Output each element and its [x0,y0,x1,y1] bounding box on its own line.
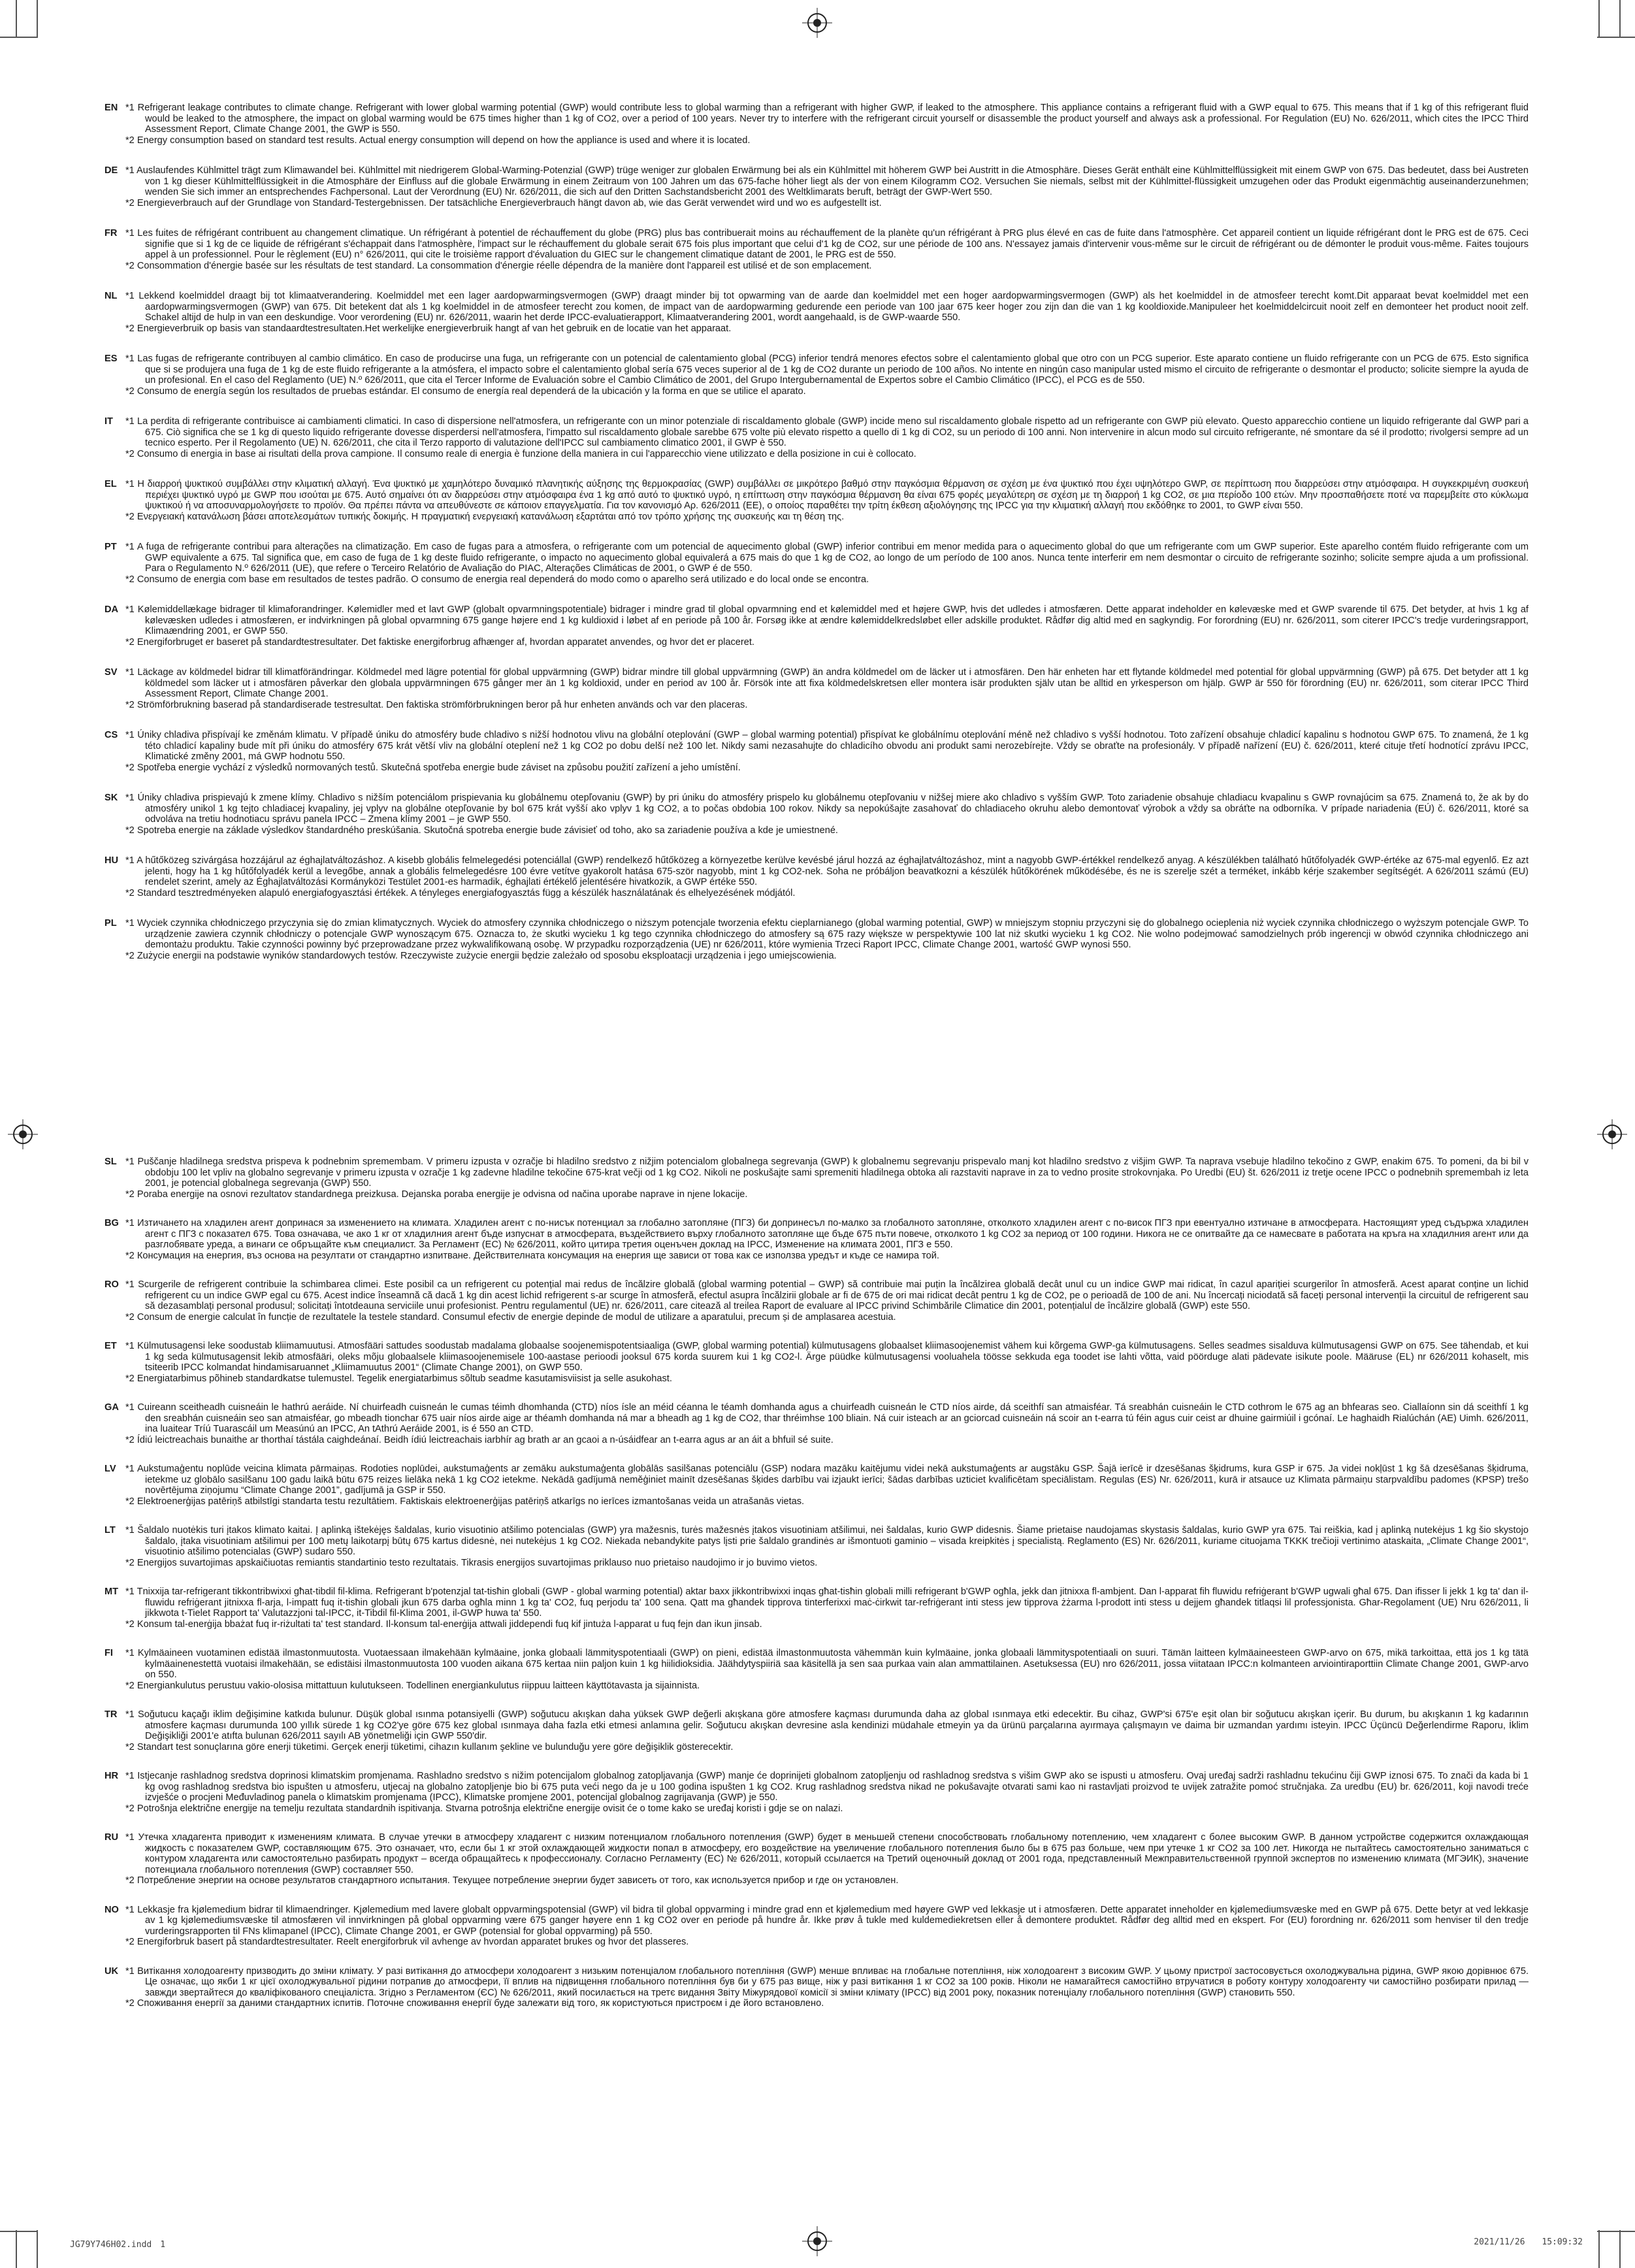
energy-note: *2 Spotreba energie na základe výsledkov štandardného preskúšania. Skutočná spotreba energie bude závisieť od toho, ako sa zariadenie používa a kde je umiestnené. [125,825,838,836]
language-notes [125,918,1529,961]
language-block [105,1341,1529,1384]
refrigerant-note: *1 Wyciek czynnika chłodniczego przyczynia się do zmian klimatycznych. Wyciek do atmosfery czynnika chłodniczego o niższym potencjale tworzenia efektu cieplarnianego (global warming potential, GWP) w mniejszym stopniu przyczyni się do globalnego ocieplenia niż wyciek czynnika chłodniczego o wyższym potencjale GWP. To urządzenie zawiera czynnik chłodniczy o potencjale GWP wynoszącym 675. Oznacza to, że skutki wycieku 1 kg tego czynnika chłodniczego do atmosfery są 675 razy większe w perspektywie 100 lat niż skutki wycieku 1 kg CO2. Nie wolno podejmować samodzielnych prób ingerencji w obwód czynnika chłodniczego ani demontażu produktu. Takie czynności powinny być przeprowadzane przez wykwalifikowaną osobę. W przypadku rozporządzenia (UE) nr 626/2011, które wymienia Trzeci Raport IPCC, Climate Change 2001, wartość GWP wynosi 550. [125,918,1529,950]
energy-note: *2 Energiankulutus perustuu vakio-olosisa mittattuun kulutukseen. Todellinen energiankulutus riippuu laitteen käyttötavasta ja sijainnista. [125,1680,700,1691]
crop-mark [1598,2230,1600,2268]
energy-note: *2 Ídiú leictreachais bunaithe ar thorthaí tástála caighdeánaí. Beidh ídiú leictreachais iarbhír ag brath ar an gcaoi a n-úsáidfear an t-earra agus ar an áit a bhfuil sé suite. [125,1434,834,1445]
crop-mark [1619,0,1621,38]
language-block [105,291,1529,334]
registration-mark-bottom [807,2231,827,2251]
language-notes [125,1402,1529,1445]
language-notes [125,730,1529,773]
language-notes [125,103,1529,146]
refrigerant-note: *1 A hűtőközeg szivárgása hozzájárul az éghajlatváltozáshoz. A kisebb globális felmelegedési potenciállal (GWP) rendelkező hűtőközeg a környezetbe kerülve kevésbé járul hozzá az éghajlatváltozáshoz, mint a nagyobb GWP-értékkel rendelkező anyag. A készülékben található hűtőfolyadék GWP-értéke az 675-mal egyenlő. Ez azt jelenti, hogy ha 1 kg hűtőfolyadék kerül a levegőbe, annak a globális felmelegedésre 100 évre vetítve gyakorolt hatása 675-ször nagyobb, mint 1 kg CO2-nek. Soha ne próbáljon beavatkozni a készülék hűtőkörének működésébe, és ne is szerelje szét a terméket, inkább kérje szakember segítségét. A 626/2011 számú (EU) rendelet szerint, amely az Éghajlatváltozási Kormányközi Testület 2001-es harmadik, éghajlati értékelő jelentésére hivatkozik, a GWP értéke 550. [125,855,1529,887]
language-code: DA [105,604,119,615]
language-block [105,1648,1529,1691]
language-code: LV [105,1464,116,1474]
language-notes [125,793,1529,836]
energy-note: *2 Consumo de energía según los resultados de pruebas estándar. El consumo de energía real dependerá de la ubicación y la forma en que se utilice el aparato. [125,386,806,397]
language-notes [125,1832,1529,1886]
energy-note: *2 Poraba energije na osnovi rezultatov standardnega preizkusa. Dejanska poraba energije je odvisna od načina uporabe naprave in njene lokacije. [125,1189,748,1200]
crop-mark [37,0,38,38]
language-block [105,1832,1529,1886]
language-notes [125,1709,1529,1752]
language-block [105,793,1529,836]
crop-mark [0,2231,38,2232]
language-block [105,542,1529,585]
refrigerant-note: *1 Soğutucu kaçağı iklim değişimine katkıda bulunur. Düşük global ısınma potansiyelli (GWP) soğutucu akışkan daha yüksek GWP değerli akışkana göre atmosfere kaçması durumunda daha az global ısınmaya etki edecektir. Bu cihaz, GWP'si 675'e eşit olan bir soğutucu akışkan içerir. Bu durum, bu akışkanın 1 kg kadarının atmosfere kaçması durumunda 100 yıllık sürede 1 kg CO2'ye göre 675 kez global ısınmaya daha fazla etki etmesi anlamına gelir. Soğutucu akışkan devresine asla kendinizi müdahale etmeyin ya da ürünü parçalarına ayırmaya çalışmayın ve daima bir uzmandan yardımı isteyin. IPCC Üçüncü Değerlendirme Raporu, İklim Değişikliği 2001'e atıfta bulunan 626/2011 sayılı AB yönetmeliği için GWP 550'dir. [125,1709,1529,1741]
language-block [105,667,1529,710]
refrigerant-note: *1 Утечка хладагента приводит к изменениям климата. В случае утечки в атмосферу хладагент с низким потенциалом глобального потепления (GWP) будет в меньшей степени способствовать глобальному потеплению, чем хладагент с более высоким GWP. В данном устройстве содержится охлаждающая жидкость с показателем GWP, составляющим 675. Это означает, что, если бы 1 кг этой охлаждающей жидкости попал в атмосферу, его воздействие на увеличение глобального потепления было бы в 675 раз больше, чем при утечке 1 кг CO2 за 100 лет. Никогда не пытайтесь самостоятельно заниматься с контуром хладагента или самостоятельно разбирать продукт – всегда обращайтесь к профессионалу. Согласно Регламенту (ЕС) № 626/2011, который ссылается на Третий оценочный доклад от 2001 года, представленный Межправительственной группой экспертов по изменению климата (МГЭИК), значение потенциала глобального потепления (GWP) составляет 550. [125,1832,1529,1875]
energy-note: *2 Strömförbrukning baserad på standardiserade testresultat. Den faktiska strömförbrukningen beror på hur enheten används och var den placeras. [125,699,748,710]
energy-note: *2 Potrošnja električne energije na temelju rezultata standardnih ispitivanja. Stvarna potrošnja električne energije ovisit će o tome kako se uređaj koristi i gdje se on nalazi. [125,1803,843,1814]
refrigerant-note: *1 Витікання холодоагенту призводить до зміни клімату. У разі витікання до атмосфери холодоагент з низьким потенціалом глобального потепління (GWP) менше впливає на глобальне потепління, ніж холодоагент з високим GWP. У цьому пристрої застосовується охолоджувальна рідина, GWP якою дорівнює 675. Це означає, що якби 1 кг цієї охолоджувальної рідини потрапив до атмосфери, її вплив на підвищення глобального потепління був би у 675 раз вище, ніж у разі витікання 1 кг CO2 за 100 років. Ніколи не намагайтеся самостійно втручатися в роботу контуру холодоагенту чи самостійно розбирати прилад — завжди звертайтеся до кваліфікованого спеціаліста. Згідно з Регламентом (ЄС) № 626/2011, який посилається на третє видання Звіту Міжурядової комісії зі зміни клімату (IPCC) від 2001 року, показник потенціалу глобального потепління (GWP) становить 550. [125,1965,1529,1998]
language-code: SV [105,667,118,678]
energy-note: *2 Energijos suvartojimas apskaičiuotas remiantis standartinio testo rezultatais. Tikrasis energijos suvartojimas priklauso nuo prietaiso naudojimo ir jo buvimo vietos. [125,1557,818,1568]
language-block [105,1771,1529,1814]
energy-note: *2 Energieverbruik op basis van standaardtestresultaten.Het werkelijke energieverbruik hangt af van het gebruik en de locatie van het apparaat. [125,323,732,334]
language-notes [125,1464,1529,1507]
language-block [105,1966,1529,2009]
language-notes [125,1157,1529,1200]
refrigerant-note: *1 Lekkend koelmiddel draagt bij tot klimaatverandering. Koelmiddel met een lager aardopwarmingsvermogen (GWP) draagt minder bij tot opwarming van de aarde dan koelmiddel met een hoger aardopwarmingsvermogen (GWP) als het koelmiddel in de atmosfeer terecht komt.Dit apparaat bevat koelmiddel met een aardopwarmingsvermogen (GWP) van 675. Dit betekent dat als 1 kg koelmiddel in de atmosfeer terecht zou komen, de impact van de aardopwarming gedurende een periode van 100 jaar 675 keer hoger zou zijn dan die van 1 kg kooldioxide.Manipuleer het koelmiddelcircuit nooit zelf en demonteer het product nooit zelf. Schakel altijd de hulp in van een deskundige. Voor verordening (EU) nr. 626/2011, waarin het derde IPCC-evaluatierapport, Klimaatverandering 2001, wordt aangehaald, is de GWP-waarde 550. [125,291,1529,323]
notes-bottom-column [105,1157,1529,2028]
language-block [105,416,1529,459]
language-notes [125,353,1529,397]
energy-note: *2 Energiatarbimus põhineb standardkatse tulemustel. Tegelik energiatarbimus sõltub seadme kasutamisviisist ja selle asukohast. [125,1373,672,1384]
language-notes [125,1648,1529,1691]
language-notes [125,1218,1529,1261]
energy-note: *2 Standart test sonuçlarına göre enerji tüketimi. Gerçek enerji tüketimi, cihazın kullanım şekline ve bulunduğu yere göre değişiklik gösterecektir. [125,1741,734,1752]
refrigerant-note: *1 Refrigerant leakage contributes to climate change. Refrigerant with lower global warming potential (GWP) would contribute less to global warming than a refrigerant with higher GWP, if leaked to the atmosphere. This appliance contains a refrigerant fluid with a GWP equal to 675. This means that if 1 kg of this refrigerant fluid would be leaked to the atmosphere, the impact on global warming would be 675 times higher than 1 kg of CO2, over a period of 100 years. Never try to interfere with the refrigerant circuit yourself or disassemble the product yourself and always ask a professional. For Regulation (EU) No. 626/2011, which cites the IPCC Third Assessment Report, Climate Change 2001, the GWP is 550. [125,103,1529,135]
refrigerant-note: *1 Úniky chladiva prispievajú k zmene klímy. Chladivo s nižším potenciálom prispievania ku globálnemu otepľovaniu (GWP) by pri úniku do atmosféry prispelo ku globálnemu otepľovaniu v nižšej miere ako chladivo s vyšším GWP. Toto zariadenie obsahuje chladiacu kvapalinu s GWP rovnajúcim sa 675. Znamená to, že ak by do atmosféry unikol 1 kg tejto chladiacej kvapaliny, jej vplyv na globálne otepľovanie by bol 675 krát vyšší ako vplyv 1 kg CO2, a to počas obdobia 100 rokov. Nikdy sa nepokúšajte zasahovať do chladiaceho okruhu alebo demontovať výrobok a vždy sa obráťte na odborníka. V prípade nariadenia (EÚ) č. 626/2011, ktoré sa odvoláva na tretiu hodnotiacu správu panela IPCC – Zmena klímy 2001 – je GWP 550. [125,793,1529,825]
date-text: 2021/11/26 [1474,2237,1525,2247]
language-code: ET [105,1341,117,1351]
crop-mark [0,37,38,38]
refrigerant-note: *1 Úniky chladiva přispívají ke změnám klimatu. V případě úniku do atmosféry bude chladivo s nižší hodnotou vlivu na globální oteplování (GWP – global warming potential) přispívat ke globálnímu oteplování méně než chladivo s vyšší hodnotou. Toto zařízení obsahuje chladicí kapalinu s hodnotou GWP 675. To znamená, že 1 kg této chladicí kapaliny bude mít při úniku do atmosféry 675 krát větší vliv na globální oteplení než 1 kg CO2 po dobu delší než 100 let. Nikdy sami nezasahujte do chladicího obvodu ani produkt sami nerozebírejte. Vždy se obraťte na profesionály. V případě nařízení (EU) č. 626/2011, které cituje třetí hodnotící zprávu IPCC, Klimatické změny 2001, má GWP hodnotu 550. [125,730,1529,762]
language-code: HR [105,1771,119,1781]
language-code: GA [105,1402,119,1413]
language-notes [125,1771,1529,1814]
language-notes [125,1966,1529,2009]
language-code: FR [105,228,118,238]
language-block [105,165,1529,208]
language-code: TR [105,1709,118,1720]
energy-note: *2 Energiforbruget er baseret på standardtestresultater. Det faktiske energiforbrug afhænger af, hvordan apparatet anvendes, og hvor det er placeret. [125,636,754,648]
energy-note: *2 Consumo di energia in base ai risultati della prova campione. Il consumo reale di energia è funzione della maniera in cui l'apparecchio viene utilizzato e della posizione in cui è collocato. [125,448,916,459]
registration-mark-right [1602,1125,1622,1144]
refrigerant-note: *1 Les fuites de réfrigérant contribuent au changement climatique. Un réfrigérant à potentiel de réchauffement du globe (PRG) plus bas contribuerait moins au réchauffement de la planète qu'un réfrigérant à PRG plus élevé en cas de fuite dans l'atmosphère. Cet appareil contient un liquide réfrigérant dont le PRG est de 675. Ceci signifie que si 1 kg de ce liquide de réfrigérant s'échappait dans l'atmosphère, l'impact sur le réchauffement du globale serait 675 fois plus important que celui d'1 kg de CO2, sur une période de 100 ans. N'essayez jamais d'intervenir vous-même sur le circuit de réfrigérant ou de démonter le produit vous-même. Faites toujours appel à un professionnel. Pour le règlement (EU) n° 626/2011, qui cite le troisième rapport d'évaluation du GIEC sur le changement climatique datant de 2001, le PRG est de 550. [125,228,1529,260]
language-block [105,1709,1529,1752]
language-code: UK [105,1965,119,1977]
refrigerant-note: *1 Kølemiddellækage bidrager til klimaforandringer. Kølemidler med et lavt GWP (globalt opvarmningspotentiale) bidrager i mindre grad til global opvarmning end et kølemiddel med et højere GWP, hvis det udledes i atmosfæren. Dette apparat indeholder en kølevæske med et GWP svarende til 675. Det betyder, at hvis 1 kg af kølevæsken udledes i atmosfæren, er indvirkningen på global opvarmning 675 gange højere end 1 kg kuldioxid i løbet af en periode på 100 år. Forsøg ikke at ændre kølemiddelkredsløbet eller adskille produktet. Rådfør dig altid med en sagkyndig. For forordning (EU) nr. 626/2011, som citerer IPCC's tredje vurderingsrapport, Klimaændring 2001, er GWP 550. [125,604,1529,636]
language-code: MT [105,1586,119,1597]
language-block [105,1464,1529,1507]
language-code: PL [105,918,117,929]
crop-mark [1598,0,1600,38]
language-code: RU [105,1832,119,1843]
language-code: EN [105,103,118,113]
language-notes [125,291,1529,334]
language-block [105,228,1529,271]
crop-mark [16,0,17,38]
language-notes [125,604,1529,648]
refrigerant-note: *1 Auslaufendes Kühlmittel trägt zum Klimawandel bei. Kühlmittel mit niedrigerem Global-Warming-Potenzial (GWP) trüge weniger zur globalen Erwärmung bei als ein Kühlmittel mit höherem GWP bei Austritt in die Atmosphäre. Dieses Gerät enthält eine Kühlmittelflüssigkeit mit einem GWP von 675. Das bedeutet, dass bei Austreten von 1 kg dieser Kühlmittelflüssigkeit in die Atmosphäre der Einfluss auf die globale Erwärmung in einem Zeitraum von 100 Jahren um das 675-fache höher liegt als der von einem Kilogramm CO2. Versuchen Sie niemals, selbst mit der Kühlmittel-flüssigkeit umzugehen oder das Produkt eigenmächtig auseinanderzunehmen; wenden Sie sich immer an entsprechendes Fachpersonal. Laut der Verordnung (EU) Nr. 626/2011, die sich auf den Dritten Sachstandsbericht 2001 des Weltklimarats beruft, beträgt der GWP-Wert 550. [125,165,1529,197]
language-code: DE [105,165,118,176]
language-code: RO [105,1279,119,1290]
language-block [105,604,1529,648]
language-code: HU [105,855,119,866]
language-notes [125,542,1529,585]
language-notes [125,667,1529,710]
crop-mark [1597,37,1635,38]
language-code: FI [105,1648,113,1658]
energy-note: *2 Споживання енергії за даними стандартних іспитів. Поточне споживання енергії буде залежати від того, як користуються пристроєм і де його встановлено. [125,1998,824,2009]
language-code: LT [105,1525,116,1536]
refrigerant-note: *1 Aukstumaģentu noplūde veicina klimata pārmaiņas. Rodoties noplūdei, aukstumaģents ar zemāku aukstumaģenta globālās sasilšanas potenciālu (GSP) nodara mazāku kaitējumu videi nekā aukstumaģents ar augstāku GSP. Šajā ierīcē ir dzesēšanas šķidrums, kura GSP ir 675. Ja videi nokļūst 1 kg šā dzesēšanas šķidruma, ietekme uz globālo sasilšanu 100 gadu laikā būtu 675 reizes lielāka nekā 1 kg CO2 ietekme. Nekādā gadījumā neměģiniet mainīt dzesēšanas šķides darbību vai izjaukt ierīci; šādas darbības uzticiet kvalificētam speciālistam. Regulas (ES) Nr. 626/2011, kurā ir atsauce uz Klimata pārmaiņu starpvaldību padomes (KPSP) trešo novērtējuma ziņojumu “Climate Change 2001”, gadījumā ja GSP ir 550. [125,1464,1529,1496]
time-text: 15:09:32 [1542,2237,1583,2247]
date-slug [1474,2237,1583,2247]
language-block [105,855,1529,898]
crop-mark [1597,2231,1635,2232]
language-block [105,1905,1529,1948]
language-notes [125,165,1529,208]
language-notes [125,1341,1529,1384]
refrigerant-note: *1 Lekkasje fra kjølemedium bidrar til klimaendringer. Kjølemedium med lavere globalt oppvarmingspotensial (GWP) vil bidra til global oppvarming i mindre grad enn et kjølemedium med høyere GWP ved lekkasje ut i atmosfæren. Dette apparatet inneholder en kjølemediumsvæske med en GWP på 675. Dette betyr at ved lekkasje av 1 kg kjølemediumsvæske til atmosfæren vil innvirkningen på global oppvarming være 675 ganger høyere enn 1 kg CO2 over en periode på hundre år. Ikke prøv å tukle med kuldemediekretsen eller å demontere produktet. Rådfør deg alltid med en ekspert. For (EU) forordning nr. 626/2011 som henviser til den tredje vurderingsrapporten til FNs klimapanel (IPCC), Climate Change 2001, er GWP (potensial for global oppvarming) på 550. [125,1904,1529,1937]
energy-note: *2 Consum de energie calculat în funcție de rezultatele la testele standard. Consumul efectiv de energie depinde de modul de utilizare a aparatului, precum și de amplasarea acestuia. [125,1311,896,1323]
language-code: ES [105,353,118,364]
refrigerant-note: *1 A fuga de refrigerante contribui para alterações na climatização. Em caso de fugas para a atmosfera, o refrigerante com um potencial de aquecimento global (GWP) inferior contribui em menor medida para o aquecimento global do que um refrigerante com um GWP superior. Este aparelho contém fluido refrigerante com um GWP equivalente a 675. Tal significa que, em caso de fuga de 1 kg deste fluido refrigerante, o impacto no aquecimento global equivalerá a 675 mais do que 1 kg de CO2, ao longo de um período de 100 anos. Nunca tente interferir em nem desmontar o circuito de refrigerante sozinho; solicite sempre ajuda a um profissional. Para o Regulamento N.º 626/2011 (UE), que refere o Terceiro Relatório de Avaliação do PIAC, Alterações Climáticas de 2001, o GWP é de 550. [125,542,1529,574]
refrigerant-note: *1 Kylmäaineen vuotaminen edistää ilmastonmuutosta. Vuotaessaan ilmakehään kylmäaine, jonka globaali lämmityspotentiaali (GWP) on pieni, edistää ilmastonmuutosta vähemmän kuin kylmäaine, jonka globaali lämmityspotentiaali on suuri. Tämän laitteen kylmäaineesteen GWP-arvo on 675, mikä tarkoittaa, että jos 1 kg tätä kylmäainenestettä vuotaisi ilmakehään, se edistäisi ilmastonmuutosta 100 vuoden aikana 675 kertaa niin paljon kuin 1 kg hiilidioksidia. Jäähdytyspiiriä saa käsitellä ja sen saa purkaa vain alan ammattilainen. Asetuksessa (EU) nro 626/2011, jossa viitataan IPCC:n kolmanteen arviointiraporttiin Climate Change 2001, GWP-arvo on 550. [125,1648,1529,1680]
language-block [105,1218,1529,1261]
registration-mark-top [807,13,827,33]
language-notes [125,1525,1529,1568]
energy-note: *2 Energieverbrauch auf der Grundlage von Standard-Testergebnissen. Der tatsächliche Energieverbrauch hängt davon ab, wie das Gerät verwendet wird und wo es aufgestellt ist. [125,197,882,208]
language-block [105,1157,1529,1200]
energy-note: *2 Consommation d'énergie basée sur les résultats de test standard. La consommation d'énergie réelle dépendra de la manière dont l'appareil est utilisé et de son emplacement. [125,260,872,271]
notes-top-column [105,103,1529,981]
language-code: NO [105,1904,119,1915]
language-notes [125,1905,1529,1948]
language-notes [125,1586,1529,1630]
refrigerant-note: *1 Külmutusagensi leke soodustab kliimamuutusi. Atmosfääri sattudes soodustab madalama globaalse soojenemispotentsiaaliga (GWP, global warming potential) külmutusagens globaalset kliimasoojenemist vähem kui kõrgema GWP-ga külmutusagens. Selles seadmes sisalduva külmutusagensi GWP on 675. See tähendab, et kui 1 kg seda külmutusagensit lekib atmosfääri, oleks mõju globaalsele kliimasoojenemisele 100-aastase perioodi jooksul 675 korda suurem kui 1 kg CO2-l. Ärge püüdke külmutusagensi vooluahela töösse sekkuda ega toodet ise lahti võtta, vaid pöörduge alati pädevate isikute poole. Määruse (EL) nr 626/2011 kohaselt, mis tsiteerib IPCC kolmandat hindamisaruannet „Kliimamuutus 2001“ (Climate Change 2001), on GWP 550. [125,1341,1529,1373]
refrigerant-note: *1 Las fugas de refrigerante contribuyen al cambio climático. En caso de producirse una fuga, un refrigerante con un potencial de calentamiento global (PCG) inferior tendrá menores efectos sobre el calentamiento global que otro con un PCG superior. Este aparato contiene un fluido refrigerante con un PCG de 675. Esto significa que si se produjera una fuga de 1 kg de este fluido refrigerante a la atmósfera, el impacto sobre el calentamiento global sería 675 veces superior al de 1 kg de CO2 durante un periodo de 100 años. No intente en ningún caso manipular usted mismo el circuito de refrigerante o desmontar el producto; solicite siempre la ayuda de un profesional. En el caso del Reglamento (UE) N.º 626/2011, que cita el Tercer Informe de Evaluación sobre el Cambio Climático de 2001, del Grupo Intergubernamental de Expertos sobre el Cambio Climático (IPCC), el PCG es de 550. [125,353,1529,386]
refrigerant-note: *1 Scurgerile de refrigerent contribuie la schimbarea climei. Este posibil ca un refrigerent cu potențial mai redus de încălzire globală (global warming potential – GWP) să contribuie mai puțin la încălzirea globală decât unul cu un indice GWP mai ridicat, în cazul apariției scurgerilor în atmosferă. Acest aparat conține un lichid refrigerent cu un indice GWP egal cu 675. Acest indice înseamnă că dacă 1 kg din acest lichid refrigerent s-ar scurge în atmosferă, efectul asupra încălzirii globale ar fi de 675 de ori mai ridicat decât pentru 1 kg de CO2, pe o perioadă de 100 de ani. Nu încercați niciodată să faceți personal intervenții la circuitul de refrigerent sau să dezasamblați personal produsul; solicitați întotdeauna serviciile unui profesionist. Pentru regulamentul (UE) nr. 626/2011, care citează al treilea Raport de evaluare al IPCC privind Schimbările Climatice din 2001, potențialul de încălzire globală (GWP) este 550. [125,1279,1529,1311]
language-block [105,1279,1529,1323]
file-slug: JG79Y746H02.indd 1 [70,2240,166,2250]
language-notes [125,228,1529,271]
energy-note: *2 Consumo de energia com base em resultados de testes padrão. O consumo de energia real dependerá do modo como o aparelho será utilizado e do local onde se encontra. [125,574,869,585]
refrigerant-note: *1 Šaldalo nuotėkis turi įtakos klimato kaitai. Į aplinką ištekėjęs šaldalas, kurio visuotinio atšilimo potencialas (GWP) yra mažesnis, turės mažesnės įtakos visuotiniam atšilimui, nei šaldalas, kurio GWP didesnis. Šiame prietaise naudojamas skystasis šaldalas, kurio GWP yra 675. Tai reiškia, kad į aplinką nutekėjus 1 kg šio skystojo šaldalo, įtaka visuotiniam atšilimui per 100 metų laikotarpį būtų 675 kartus didesnė, nei nutekėjus 1 kg CO2. Niekada nebandykite patys lįsti prie šaldalo grandinės ar išmontuoti gaminio – visada kreipkitės į specialistą. Reglamento (ES) Nr. 626/2011, kuriame cituojama TKKK trečioji vertinimo ataskaita, „Climate Change 2001“, visuotinio atšilimo potencialas (GWP) sudaro 550. [125,1525,1529,1557]
refrigerant-note: *1 Cuireann sceitheadh cuisneáin le hathrú aeráide. Ní chuirfeadh cuisneán le cumas téimh dhomhanda (CTD) níos ísle an méid céanna le téamh domhanda agus a chuirfeadh cuisneán le CTD níos airde, dá sceithfí san atmaisféar. Tá sreabhán cuisneáin le CTD cothrom le 675 ag an bhfearas seo. Ciallaíonn sin dá sceithfí 1 kg den sreabhán cuisneáin seo san atmaisféar, go mbeadh tionchar 675 uair níos airde aige ar théamh domhanda ná mar a bheadh ag 1 kg de CO2, thar thréimhse 100 bliain. Ná cuir isteach ar an gciorcad cuisneáin ná scoir an t-earra tú féin agus cuir ceist ar dhuine gairmiúil i gcónaí. Le haghaidh Rialúchán (AE) Uimh. 626/2011, ina luaitear Tríú Tuarascáil um Measúnú an IPCC, An tAthrú Aeráide 2001, is é 550 an CTD. [125,1402,1529,1434]
refrigerant-note: *1 Tnixxija tar-refrigerant tikkontribwixxi għat-tibdil fil-klima. Refrigerant b'potenzjal tat-tisħin globali (GWP - global warming potential) aktar baxx jikkontribwixxi inqas għat-tisħin globali milli refrigerant b'GWP ogħla, jekk dan jitnixxa fl-ambjent. Dan l-apparat fih fluwidu refriġerant b'GWP ugwali għal 675. Dan ifisser li jekk 1 kg ta' dan il-fluwidu refriġerant jitnixxa fl-arja, l-impatt fuq it-tisħin globali jkun 675 darba ogħla minn 1 kg ta' CO2, fuq perjodu ta' 100 sena. Qatt ma għandek tipprova tinterferixxi maċ-ċirkwit tar-refriġerant inti stess jew tipprova żżarma l-prodott inti stess u dejjem għandek titlaqsi lil professjonista. Għar-Regolament (UE) Nru 626/2011, li jikkwota t-Tielet Rapport ta' Valutazzjoni tal-IPCC, it-Tibdil fil-Klima 2001, il-GWP huwa ta' 550. [125,1586,1529,1619]
crop-mark [1619,2230,1621,2268]
language-block [105,1402,1529,1445]
energy-note: *2 Elektroenerģijas patēriņš atbilstīgi standarta testu rezultātiem. Faktiskais elektroenerģijas patēriņš atkarīgs no ierīces izmantošanas veida un atrašanās vietas. [125,1496,805,1507]
energy-note: *2 Zużycie energii na podstawie wyników standardowych testów. Rzeczywiste zużycie energii będzie zależało od sposobu eksploatacji urządzenia i jego umiejscowienia. [125,950,837,961]
language-code: BG [105,1218,119,1228]
language-code: IT [105,416,113,427]
language-code: CS [105,730,118,740]
refrigerant-note: *1 Изтичането на хладилен агент допринася за изменението на климата. Хладилен агент с по-нисък потенциал за глобално затопляне (ПГЗ) би допринесъл по-малко за глобалното затопляне, отколкото хладилен агент с по-висок ПГЗ при евентуално изтичане в атмосферата. Настоящият уред съдържа хладилен агент с ПГЗ с показател 675. Това означава, че ако 1 кг от хладилния агент бъде изпуснат в атмосферата, въздействието върху глобалното затопляне ще бъде 675 пъти повече, отколкото 1 kg CO2 за период от 100 години. Никога не се опитвайте да се намесвате в работата на кръга на хладилния агент или да разглобявате уреда, а винаги се обръщайте към специалист. За Регламент (ЕС) № 626/2011, който цитира третия оценъчен доклад на IPCC, Изменение на климата 2001, ПГЗ е 550. [125,1218,1529,1250]
crop-mark [37,2230,38,2268]
language-block [105,479,1529,522]
energy-note: *2 Konsum tal-enerġija bbażat fuq ir-riżultati ta' test standard. Il-konsum tal-enerġija attwali jiddependi fuq kif jintuża l-apparat u fuq fejn dan ikun jinsab. [125,1619,762,1630]
language-notes [125,416,1529,459]
language-code: PT [105,542,117,552]
language-block [105,353,1529,397]
language-block [105,103,1529,146]
language-notes [125,479,1529,522]
language-block [105,730,1529,773]
language-block [105,918,1529,961]
refrigerant-note: *1 Puščanje hladilnega sredstva prispeva k podnebnim spremembam. V primeru izpusta v ozračje bi hladilno sredstvo z nižjim potencialom globalnega segrevanja (GWP) k globalnemu segrevanju prispevalo manj kot hladilno sredstvo z višjim GWP. Ta naprava vsebuje hladilno tekočino z GWP, enakim 675. To pomeni, da bi bil v obdobju 100 let vpliv na globalno segrevanje v primeru izpusta v ozračje 1 kg zadevne hladilne tekočine 675-krat večji od 1 kg CO2. Nikoli ne poskušajte sami spremeniti hladilnega obtoka ali razstaviti naprave in za to vedno prosite strokovnjaka. Po Uredbi (EU) št. 626/2011 iz tretje ocene IPCC o podnebnih spremembah iz leta 2001, je potencial globalnega segrevanja (GWP) 550. [125,1157,1529,1189]
language-notes [125,855,1529,898]
language-code: NL [105,291,118,301]
energy-note: *2 Spotřeba energie vychází z výsledků normovaných testů. Skutečná spotřeba energie bude záviset na způsobu použití zařízení a jeho umístění. [125,762,741,773]
energy-note: *2 Standard tesztredményeken alapuló energiafogyasztási értékek. A tényleges energiafogyasztás függ a készülék használatának és elhelyezésének módjától. [125,887,796,898]
language-block [105,1586,1529,1630]
refrigerant-note: *1 La perdita di refrigerante contribuisce ai cambiamenti climatici. In caso di dispersione nell'atmosfera, un refrigerante con un minor potenziale di riscaldamento globale (GWP) incide meno sul riscaldamento globale rispetto ad un refrigerante con GWP più elevato. Questo apparecchio contiene un liquido refrigerante dal GWP pari a 675. Ciò significa che se 1 kg di questo liquido refrigerante dovesse disperdersi nell'atmosfera, l'impatto sul riscaldamento globale sarebbe 675 volte più elevato rispetto a quello di 1 kg di CO2, su un periodo di 100 anni. Non intervenire in alcun modo sul circuito refrigerante, né smontare da sé il prodotto; rivolgersi sempre ad un tecnico esperto. Per il Regolamento (UE) N. 626/2011, che cita il Terzo rapporto di valutazione dell'IPCC sul cambiamento climatico 2001, il GWP è 550. [125,416,1529,448]
language-block [105,1525,1529,1568]
refrigerant-note: *1 Istjecanje rashladnog sredstva doprinosi klimatskim promjenama. Rashladno sredstvo s nižim potencijalom globalnog zatopljavanja (GWP) manje će doprinijeti globalnom zatopljenju od rashladnog sredstva s višim GWP ako se ispusti u atmosferu. Ovaj uređaj sadrži rashladnu tekućinu čiji GWP iznosi 675. To znači da kada bi 1 kg ovog rashladnog sredstva bio ispušten u atmosferu, utjecaj na globalno zatopljenje bio bi 675 puta veći nego da je u 100 godina ispušten 1 kg CO2. Krug rashladnog sredstva nikad ne pokušavajte otvarati sami kao ni rastavljati proizvod te uvijek zatražite pomoć stručnjaka. Za uredbu (EU) br. 626/2011, koji navodi treće izvješće o procjeni Međuvladinog panela o klimatskim promjenama (IPCC), Klimatske promjene 2001, potencijal globalnog zagrijavanja (GWP) je 550. [125,1771,1529,1803]
language-code: SL [105,1157,117,1167]
energy-note: *2 Потребление энергии на основе результатов стандартного испытания. Текущее потребление энергии будет зависеть от того, как используется прибор и где он установлен. [125,1875,899,1886]
energy-note: *2 Energy consumption based on standard test results. Actual energy consumption will depend on how the appliance is used and where it is located. [125,135,751,146]
language-code: EL [105,479,117,489]
energy-note: *2 Energiforbruk basert på standardtestresultater. Reelt energiforbruk vil avhenge av hvordan apparatet brukes og hvor det plasseres. [125,1937,689,1947]
energy-note: *2 Ενεργειακή κατανάλωση βάσει αποτελεσμάτων τυπικής δοκιμής. Η πραγματική ενεργειακή κατανάλωση εξαρτάται από τον τρόπο χρήσης της συσκευής και τη θέση της. [125,511,845,522]
registration-mark-left [13,1125,33,1144]
energy-note: *2 Консумация на енергия, въз основа на резултати от стандартно изпитване. Действителната консумация на енергия ще зависи от това как се използва уредът и къде се намира той. [125,1250,939,1261]
language-code: SK [105,793,118,803]
crop-mark [16,2230,17,2268]
language-notes [125,1279,1529,1323]
refrigerant-note: *1 Η διαρροή ψυκτικού συμβάλλει στην κλιματική αλλαγή. Ένα ψυκτικό με χαμηλότερο δυναμικό πλανητικής αύξησης της θερμοκρασίας (GWP) συμβάλλει σε μικρότερο βαθμό στην παγκόσμια θέρμανση σε σχέση με ένα ψυκτικό που έχει υψηλότερο GWP, σε περίπτωση που διαρρεύσει στην ατμόσφαιρα. Η συγκεκριμένη συσκευή περιέχει ψυκτικό υγρό με GWP που ισούται με 675. Αυτό σημαίνει ότι αν διαρρεύσει στην ατμόσφαιρα ένα 1 kg από αυτό το ψυκτικό υγρό, η επίπτωση στην παγκόσμια θέρμανση θα είναι 675 φορές μεγαλύτερη σε σχέση με τη διαρροή 1 kg CO2, σε μια περίοδο 100 ετών. Μην προσπαθήσετε ποτέ να παρεμβείτε στο κύκλωμα ψυκτικού ή να αποσυναρμολογήσετε το προϊόν. Θα πρέπει πάντα να απευθύνεστε σε κάποιον επαγγελματία. Για τον κανονισμό Αρ. 626/2011 (ΕΕ), ο οποίος παραθέτει την τρίτη έκθεση αξιολόγησης της IPCC για την κλιματική αλλαγή που εκδόθηκε το 2001, το GWP είναι 550. [125,479,1529,511]
refrigerant-note: *1 Läckage av köldmedel bidrar till klimatförändringar. Köldmedel med lägre potential för global uppvärmning (GWP) bidrar mindre till global uppvärmning (GWP) än andra köldmedel om de läcker ut i atmosfären. Den här enheten har ett flytande köldmedel med potential för global uppvärmning (GWP) på 675. Det betyder att 1 kg köldmedel som läcker ut i atmosfären påverkar den globala uppvärmningen 675 gånger mer än 1 kg koldioxid, under en period av 100 år. Försök inte att fixa köldmedelskretsen eller montera isär produkten själv utan be alltid en yrkesperson om hjälp. GWP är 550 för förordning (EU) nr. 626/2011, som citerar IPCC Third Assessment Report, Climate Change 2001. [125,667,1529,699]
